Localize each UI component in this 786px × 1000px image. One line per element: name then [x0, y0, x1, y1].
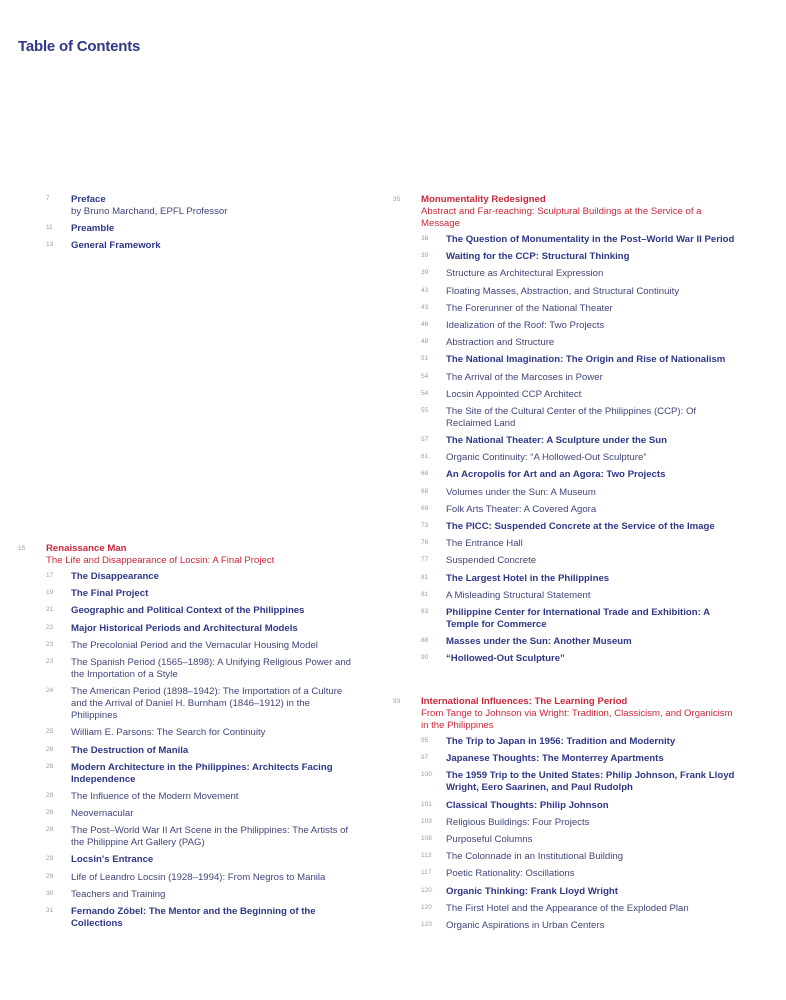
entry-title: The Largest Hotel in the Philippines — [446, 572, 610, 584]
entry-title: Waiting for the CCP: Structural Thinking — [446, 251, 630, 263]
page-number: 30 — [46, 889, 54, 897]
entry-title: William E. Parsons: The Search for Continuity — [71, 727, 266, 739]
page-number: 46 — [421, 320, 429, 328]
chapter-entry-list — [421, 736, 738, 932]
toc-entry[interactable] — [421, 920, 738, 932]
page-number: 54 — [421, 389, 429, 397]
toc-entry[interactable] — [421, 286, 738, 298]
chapter-subtitle: From Tange to Johnson via Wright: Tradition, Classicism, and Organicism in the Philippines — [421, 708, 733, 731]
entry-title: The Site of the Cultural Center of the Philippines (CCP): Of Reclaimed Land — [446, 405, 697, 429]
page-number: 68 — [421, 470, 429, 478]
page-number: 90 — [421, 654, 429, 662]
entry-title: The Arrival of the Marcoses in Power — [446, 371, 603, 383]
toc-entry[interactable] — [46, 889, 358, 901]
entry-title: Fernando Zóbel: The Mentor and the Beginning of the Collections — [71, 906, 316, 929]
page-number: 26 — [46, 745, 54, 753]
chapter-entry-list — [421, 234, 738, 665]
toc-entry[interactable] — [46, 906, 358, 930]
entry-title: The Colonnade in an Institutional Building — [446, 851, 624, 863]
front-matter-list — [46, 194, 346, 252]
toc-entry[interactable] — [46, 640, 358, 652]
entry-title: Organic Thinking: Frank Lloyd Wright — [446, 885, 618, 897]
toc-entry[interactable] — [46, 588, 358, 600]
toc-entry[interactable] — [421, 736, 738, 748]
toc-entry-preface[interactable] — [46, 194, 346, 218]
toc-entry[interactable] — [421, 886, 738, 898]
chapter-heading[interactable] — [393, 194, 738, 230]
toc-entry[interactable] — [46, 657, 358, 681]
front-matter — [46, 194, 346, 258]
page-number: 29 — [46, 855, 54, 863]
chapter-renaissance-man — [18, 543, 358, 935]
entry-title: The Disappearance — [71, 571, 159, 582]
entry-title: Abstraction and Structure — [446, 337, 555, 349]
page-number: 83 — [421, 607, 429, 615]
toc-entry-preamble[interactable] — [46, 223, 346, 235]
page-number: 88 — [421, 637, 429, 645]
entry-title: The Forerunner of the National Theater — [446, 302, 613, 314]
page-number: 23 — [46, 640, 54, 648]
entry-title: Modern Architecture in the Philippines: Architects Facing Independence — [71, 761, 333, 785]
toc-entry[interactable] — [46, 808, 358, 820]
page-number: 76 — [421, 539, 429, 547]
entry-title: Philippine Center for International Trade and Exhibition: A Temple for Commerce — [446, 606, 710, 630]
entry-title: Floating Masses, Abstraction, and Structural Continuity — [446, 285, 680, 297]
entry-title: The Spanish Period (1565–1898): A Unifying Religious Power and the Importation of a Style — [71, 656, 351, 680]
page-number: 28 — [46, 791, 54, 799]
toc-entry[interactable] — [421, 251, 738, 263]
page-number: 101 — [421, 800, 432, 808]
entry-title: Locsin Appointed CCP Architect — [446, 388, 582, 400]
entry-title: The National Imagination: The Origin and Rise of Nationalism — [446, 354, 726, 366]
toc-entry[interactable] — [421, 469, 738, 481]
toc-entry[interactable] — [421, 538, 738, 550]
entry-title: Suspended Concrete — [446, 555, 537, 567]
toc-entry[interactable] — [421, 851, 738, 863]
page-number: 120 — [421, 903, 432, 911]
toc-entry[interactable] — [421, 590, 738, 602]
chapter-monumentality-redesigned — [393, 194, 738, 671]
page-number: 38 — [421, 235, 429, 242]
entry-title: Locsin's Entrance — [71, 854, 154, 866]
page-title: Table of Contents — [18, 38, 141, 55]
entry-title: An Acropolis for Art and an Agora: Two Projects — [446, 469, 666, 481]
entry-title: Life of Leandro Locsin (1928–1994): From Negros to Manila — [71, 871, 326, 883]
toc-entry[interactable] — [421, 354, 738, 366]
page-number: 100 — [421, 771, 432, 779]
page-number: 117 — [421, 869, 432, 877]
entry-title: The Entrance Hall — [446, 538, 523, 550]
page-number: 55 — [421, 406, 429, 414]
chapter-heading[interactable] — [18, 543, 358, 567]
entry-title: Poetic Rationality: Oscillations — [446, 868, 575, 880]
entry-title: Masses under the Sun: Another Museum — [446, 636, 632, 648]
toc-entry[interactable] — [421, 753, 738, 765]
toc-entry[interactable] — [421, 268, 738, 280]
page-number: 54 — [421, 372, 429, 380]
entry-title: The Trip to Japan in 1956: Tradition and Modernity — [446, 736, 676, 747]
page-number: 7 — [46, 195, 50, 202]
toc-entry[interactable] — [421, 636, 738, 648]
page-number: 43 — [421, 286, 429, 294]
entry-subtitle: by Bruno Marchand, EPFL Professor — [71, 206, 228, 217]
toc-entry[interactable] — [421, 607, 738, 631]
toc-entry[interactable] — [421, 406, 738, 430]
chapter-entry-list — [46, 571, 358, 930]
chapter-subtitle: The Life and Disappearance of Locsin: A Final Project — [46, 555, 275, 566]
toc-entry[interactable] — [421, 372, 738, 384]
entry-title: “Hollowed-Out Sculpture” — [446, 653, 565, 665]
toc-entry[interactable] — [46, 791, 358, 803]
chapter-title: Monumentality Redesigned — [421, 194, 546, 205]
toc-entry[interactable] — [46, 854, 358, 866]
toc-entry[interactable] — [421, 234, 738, 246]
page-number: 57 — [421, 436, 429, 444]
toc-entry-general-framework[interactable] — [46, 240, 346, 252]
page-number: 61 — [421, 453, 429, 461]
toc-entry[interactable] — [421, 573, 738, 585]
entry-title: Folk Arts Theater: A Covered Agora — [446, 503, 597, 515]
entry-title: Teachers and Training — [71, 888, 166, 900]
page-number: 28 — [46, 826, 54, 834]
entry-title: Geographic and Political Context of the Philippines — [71, 605, 305, 617]
page-number: 51 — [421, 355, 429, 363]
page-number: 22 — [46, 623, 54, 631]
toc-entry[interactable] — [421, 435, 738, 447]
entry-title: Preface — [71, 194, 106, 205]
entry-title: General Framework — [71, 240, 161, 252]
entry-title: The Post–World War II Art Scene in the Philippines: The Artists of the Philippine Art Gallery (PAG) — [71, 825, 349, 849]
page-number: 68 — [421, 487, 429, 495]
toc-entry[interactable] — [421, 487, 738, 499]
page-number: 26 — [46, 762, 54, 770]
toc-entry[interactable] — [421, 555, 738, 567]
toc-entry[interactable] — [421, 504, 738, 516]
toc-entry[interactable] — [46, 686, 358, 722]
toc-entry[interactable] — [46, 762, 358, 786]
chapter-page-number: 15 — [18, 545, 26, 552]
toc-entry[interactable] — [46, 825, 358, 849]
page-number: 48 — [421, 338, 429, 346]
page-number: 23 — [46, 657, 54, 665]
toc-entry[interactable] — [421, 389, 738, 401]
page-number: 95 — [421, 737, 429, 744]
toc-entry[interactable] — [421, 770, 738, 794]
entry-title: The 1959 Trip to the United States: Philip Johnson, Frank Lloyd Wright, Eero Saarinen, and Paul Rudolph — [446, 770, 735, 794]
chapter-page-number: 93 — [393, 698, 401, 705]
entry-title: Preamble — [71, 223, 115, 235]
page-number: 73 — [421, 522, 429, 529]
page-number: 13 — [46, 241, 54, 249]
chapter-title: Renaissance Man — [46, 543, 127, 554]
toc-entry[interactable] — [46, 571, 358, 583]
toc-entry[interactable] — [421, 800, 738, 812]
page-number: 17 — [46, 572, 54, 579]
entry-title: The Destruction of Manila — [71, 744, 189, 756]
page-number: 31 — [46, 907, 54, 914]
chapter-page-number: 35 — [393, 196, 401, 203]
toc-entry[interactable] — [421, 337, 738, 349]
toc-entry[interactable] — [421, 452, 738, 464]
toc-entry[interactable] — [421, 320, 738, 332]
entry-title: Japanese Thoughts: The Monterrey Apartments — [446, 753, 664, 765]
entry-title: Volumes under the Sun: A Museum — [446, 486, 596, 498]
entry-title: A Misleading Structural Statement — [446, 589, 591, 601]
entry-title: Purposeful Columns — [446, 833, 533, 845]
page-number: 24 — [46, 687, 54, 695]
page-number: 77 — [421, 556, 429, 564]
entry-title: The Precolonial Period and the Vernacular Housing Model — [71, 639, 318, 651]
toc-entry[interactable] — [421, 868, 738, 880]
page-number: 81 — [421, 590, 429, 598]
entry-title: Classical Thoughts: Philip Johnson — [446, 799, 609, 811]
toc-entry[interactable] — [421, 303, 738, 315]
entry-title: Neovernacular — [71, 808, 134, 820]
entry-title: The Influence of the Modern Movement — [71, 790, 239, 802]
page-number: 120 — [421, 886, 432, 894]
toc-entry[interactable] — [421, 653, 738, 665]
entry-title: The First Hotel and the Appearance of the Exploded Plan — [446, 902, 689, 914]
entry-title: The Question of Monumentality in the Post–World War II Period — [446, 234, 735, 245]
page-number: 113 — [421, 852, 432, 860]
entry-title: Religious Buildings: Four Projects — [446, 816, 590, 828]
entry-title: The National Theater: A Sculpture under the Sun — [446, 435, 668, 447]
page-number: 39 — [421, 252, 429, 260]
toc-entry[interactable] — [421, 521, 738, 533]
toc-entry[interactable] — [46, 605, 358, 617]
chapter-title: International Influences: The Learning Period — [421, 696, 628, 707]
entry-title: The American Period (1898–1942): The Importation of a Culture and the Arrival of Daniel H. Burnham (1846–1912) in the Philippines — [71, 686, 343, 722]
toc-entry[interactable] — [46, 745, 358, 757]
entry-title: Organic Continuity: “A Hollowed-Out Sculpture” — [446, 452, 647, 464]
page-number: 97 — [421, 754, 429, 762]
entry-title: Structure as Architectural Expression — [446, 268, 604, 280]
chapter-heading[interactable] — [393, 696, 738, 732]
page-number: 19 — [46, 589, 54, 597]
page-number: 21 — [46, 606, 54, 614]
page-number: 103 — [421, 817, 432, 825]
page-number: 43 — [421, 303, 429, 311]
toc-entry[interactable] — [46, 727, 358, 739]
page-number: 11 — [46, 224, 53, 232]
entry-title: Idealization of the Roof: Two Projects — [446, 319, 605, 331]
page-number: 29 — [46, 872, 54, 880]
page-number: 39 — [421, 269, 429, 277]
toc-entry[interactable] — [46, 872, 358, 884]
page-number: 25 — [46, 728, 54, 736]
entry-title: The Final Project — [71, 588, 149, 600]
page-number: 108 — [421, 834, 432, 842]
entry-title: Major Historical Periods and Architectural Models — [71, 622, 298, 634]
entry-title: Organic Aspirations in Urban Centers — [446, 919, 605, 931]
entry-title: The PICC: Suspended Concrete at the Service of the Image — [446, 521, 715, 532]
page-number: 123 — [421, 920, 432, 928]
toc-entry[interactable] — [46, 623, 358, 635]
page-number: 69 — [421, 504, 429, 512]
chapter-subtitle: Abstract and Far-reaching: Sculptural Buildings at the Service of a Message — [421, 206, 702, 229]
page-number: 81 — [421, 573, 429, 581]
chapter-international-influences — [393, 696, 738, 937]
page-number: 28 — [46, 809, 54, 817]
toc-entry[interactable] — [421, 903, 738, 915]
toc-entry[interactable] — [421, 817, 738, 829]
toc-entry[interactable] — [421, 834, 738, 846]
